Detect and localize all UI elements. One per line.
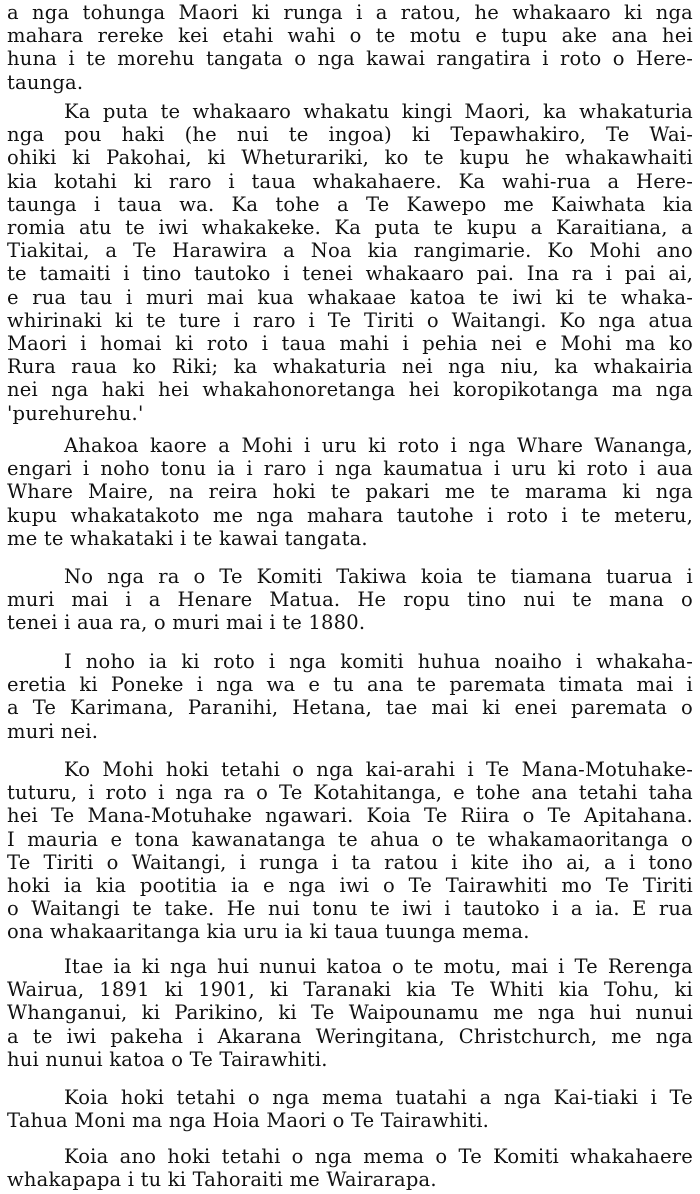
text-line: huna i te morehu tangata o nga kawai rangatira i roto o Here-	[7, 47, 693, 71]
text-line: kupu whakatakoto me nga mahara tautohe i roto i te meteru,	[7, 503, 693, 527]
paragraph-7	[7, 955, 693, 1071]
text-line: Te Tiriti o Waitangi, i runga i ta ratou i kite iho ai, a i tono	[7, 850, 693, 874]
paragraph-2	[7, 100, 693, 425]
text-line: engari i noho tonu ia i raro i nga kaumatua i uru ki roto i aua	[7, 457, 693, 481]
text-line: ohiki ki Pakohai, ki Wheturariki, ko te kupu he whakawhaiti	[7, 146, 693, 170]
text-line: me te whakataki i te kawai tangata.	[7, 526, 368, 550]
text-line: Whare Maire, na reira hoki te pakari me te marama ki nga	[7, 480, 693, 504]
paragraph-9	[7, 1145, 693, 1191]
paragraph-5	[7, 650, 693, 743]
paragraph-6	[7, 758, 693, 944]
text-line: Itae ia ki nga hui nunui katoa o te motu, mai i Te Rerenga	[64, 955, 693, 978]
paragraph-3	[7, 434, 693, 550]
paragraph-8	[7, 1086, 693, 1132]
text-line: muri mai i a Henare Matua. He ropu tino nui te mana o	[7, 588, 693, 612]
text-line: I mauria e tona kawanatanga te ahua o te whakamaoritanga o	[7, 827, 693, 851]
text-line: e rua tau i muri mai kua whakaae katoa te iwi ki te whaka-	[7, 285, 693, 309]
text-line: whakapapa i tu ki Tahoraiti me Wairarapa.	[7, 1168, 437, 1192]
paragraph-1	[7, 1, 693, 94]
text-line: Rura raua ko Riki; ka whakaturia nei nga niu, ka whakairia	[7, 355, 693, 379]
text-line: taunga i taua wa. Ka tohe a Te Kawepo me Kaiwhata kia	[7, 192, 693, 216]
text-line: kia kotahi ki raro i taua whakahaere. Ka wahi-rua a Here-	[7, 169, 693, 193]
text-line: nga pou haki (he nui te ingoa) ki Tepawhakiro, Te Wai-	[7, 123, 693, 147]
text-line: ona whakaaritanga kia uru ia ki taua tuunga mema.	[7, 920, 530, 944]
text-line: 'purehurehu.'	[7, 401, 144, 425]
text-line: Koia hoki tetahi o nga mema tuatahi a nga Kai-tiaki i Te	[64, 1086, 693, 1109]
text-line: Tiakitai, a Te Harawira a Noa kia rangimarie. Ko Mohi ano	[7, 239, 693, 263]
text-line: mahara rereke kei etahi wahi o te motu e tupu ake ana hei	[7, 24, 693, 48]
text-line: te tamaiti i tino tautoko i tenei whakaaro pai. Ina ra i pai ai,	[7, 262, 693, 286]
text-line: Whanganui, ki Parikino, ki Te Waipounamu me nga hui nunui	[7, 1001, 693, 1025]
text-line: Maori i homai ki roto i taua mahi i pehia nei e Mohi ma ko	[7, 332, 693, 356]
text-line: Ahakoa kaore a Mohi i uru ki roto i nga Whare Wananga,	[64, 434, 693, 457]
text-line: Wairua, 1891 ki 1901, ki Taranaki kia Te Whiti kia Tohu, ki	[7, 978, 693, 1002]
text-line: Tahua Moni ma nga Hoia Maori o Te Tairawhiti.	[7, 1109, 490, 1133]
text-line: eretia ki Poneke i nga wa e tu ana te paremata timata mai i	[7, 673, 693, 697]
text-line: nei nga haki hei whakahonoretanga hei koropikotanga ma nga	[7, 378, 693, 402]
text-line: romia atu te iwi whakakeke. Ka puta te kupu a Karaitiana, a	[7, 216, 693, 240]
text-line: Ko Mohi hoki tetahi o nga kai-arahi i Te Mana-Motuhake-	[64, 758, 693, 781]
text-line: hei Te Mana-Motuhake ngawari. Koia Te Riira o Te Apitahana.	[7, 804, 693, 828]
text-line: a nga tohunga Maori ki runga i a ratou, he whakaaro ki nga	[7, 1, 693, 24]
text-line: a Te Karimana, Paranihi, Hetana, tae mai ki enei paremata o	[7, 696, 693, 720]
text-line: a te iwi pakeha i Akarana Weringitana, Christchurch, me nga	[7, 1024, 693, 1048]
text-line: tenei i aua ra, o muri mai i te 1880.	[7, 611, 366, 635]
text-line: No nga ra o Te Komiti Takiwa koia te tiamana tuarua i	[64, 565, 693, 588]
text-line: Ka puta te whakaaro whakatu kingi Maori, ka whakaturia	[64, 100, 693, 123]
text-line: o Waitangi te take. He nui tonu te iwi i tautoko i a ia. E rua	[7, 897, 693, 921]
text-line: tuturu, i roto i nga ra o Te Kotahitanga, e tohe ana tetahi taha	[7, 781, 693, 805]
text-line: hui nunui katoa o Te Tairawhiti.	[7, 1047, 328, 1071]
paragraph-4	[7, 565, 693, 635]
text-line: hoki ia kia pootitia ia e nga iwi o Te Tairawhiti mo Te Tiriti	[7, 874, 693, 898]
text-line: taunga.	[7, 70, 84, 94]
text-line: Koia ano hoki tetahi o nga mema o Te Komiti whakahaere	[64, 1145, 693, 1168]
text-line: whirinaki ki te ture i raro i Te Tiriti o Waitangi. Ko nga atua	[7, 308, 693, 332]
text-line: I noho ia ki roto i nga komiti huhua noaiho i whakaha-	[64, 650, 693, 673]
text-line: muri nei.	[7, 719, 99, 743]
